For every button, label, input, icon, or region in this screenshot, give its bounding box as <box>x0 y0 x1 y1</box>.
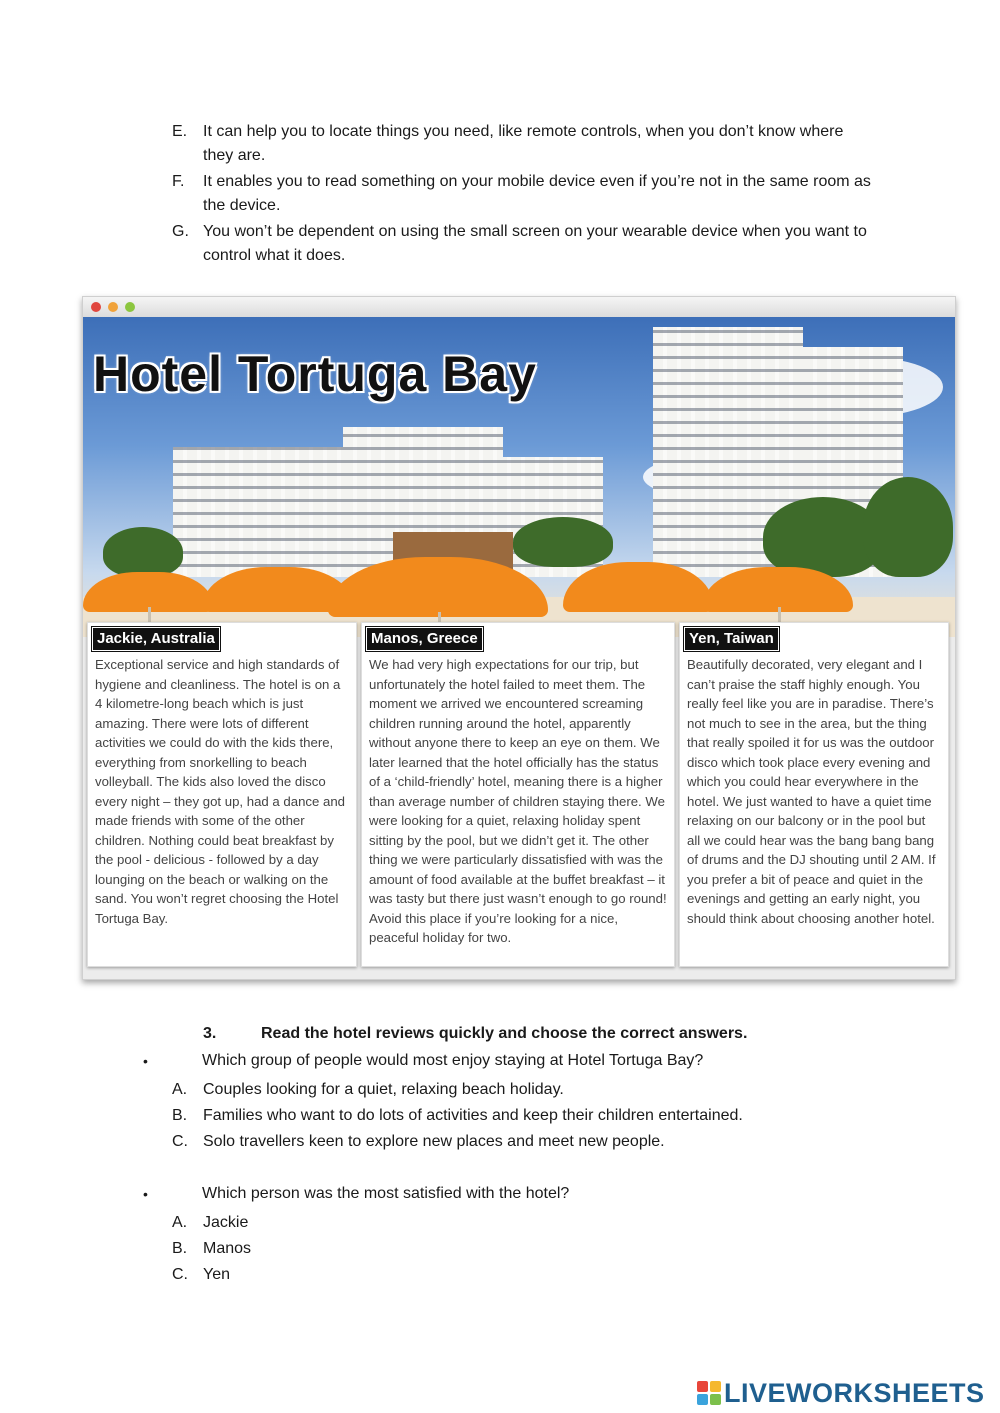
answer-option[interactable] <box>172 1211 872 1235</box>
logo-square <box>710 1394 721 1405</box>
option-f <box>172 170 872 218</box>
option-letter: C. <box>172 1133 188 1150</box>
answer-option[interactable] <box>172 1237 872 1261</box>
task-instruction: Read the hotel reviews quickly and choose the correct answers. <box>261 1025 748 1042</box>
review-card-manos <box>361 622 675 967</box>
option-text: It can help you to locate things you need, like remote controls, when you don’t know where they are. <box>203 123 844 164</box>
question-2-options <box>172 1211 872 1289</box>
question-1-options <box>172 1078 872 1156</box>
answer-option[interactable] <box>172 1104 872 1128</box>
option-text: Yen <box>203 1266 230 1283</box>
reviewer-name: Yen, Taiwan <box>684 627 779 651</box>
browser-titlebar <box>83 297 955 317</box>
bullet-icon: • <box>143 1186 148 1202</box>
option-text: It enables you to read something on your mobile device even if you’re not in the same room as the device. <box>203 173 871 214</box>
option-text: Manos <box>203 1240 252 1257</box>
bullet-icon: • <box>143 1053 148 1069</box>
question-text: Which person was the most satisfied with the hotel? <box>202 1185 570 1202</box>
close-dot-icon <box>91 302 101 312</box>
option-text: Jackie <box>203 1214 249 1231</box>
liveworksheets-logo[interactable] <box>697 1378 985 1408</box>
option-letter: A. <box>172 1214 188 1231</box>
building-shape <box>173 447 363 577</box>
option-text: Families who want to do lots of activities and keep their children entertained. <box>203 1107 743 1124</box>
reviewer-name: Manos, Greece <box>366 627 483 651</box>
hotel-hero-image <box>83 317 955 637</box>
option-letter: B. <box>172 1107 188 1124</box>
option-text: You won’t be dependent on using the small screen on your wearable device when you want to control what it does. <box>203 223 867 264</box>
palm-shape <box>103 527 183 577</box>
option-text: Solo travellers keen to explore new places and meet new people. <box>203 1133 665 1150</box>
reviews-section <box>87 622 949 967</box>
option-letter: F. <box>172 173 185 190</box>
option-letter: E. <box>172 123 188 140</box>
maximize-dot-icon <box>125 302 135 312</box>
hotel-title: Hotel Tortuga Bay <box>93 346 537 402</box>
option-text: Couples looking for a quiet, relaxing beach holiday. <box>203 1081 564 1098</box>
question-text: Which group of people would most enjoy staying at Hotel Tortuga Bay? <box>202 1052 704 1069</box>
review-card-yen <box>679 622 949 967</box>
option-letter: C. <box>172 1266 188 1283</box>
logo-square <box>697 1381 708 1392</box>
question-1 <box>143 1052 703 1070</box>
review-text: We had very high expectations for our trip, but unfortunately the hotel failed to meet them. The moment we arrived we encountered screaming children running around the hotel, apparently without anyone there to keep an eye on them. We later learned that the hotel officially has the status of a ‘child-friendly’ hotel, meaning there is a higher than average number of children staying there. We were looking for a quiet, relaxing holiday spent sitting by the pool, but we didn’t get it. The other thing we were particularly dissatisfied with was the amount of food available at the buffet breakfast – it was tasty but there just wasn’t enough to go round! Avoid this place if you’re looking for a nice, peaceful holiday for two. <box>369 657 667 945</box>
question-2 <box>143 1185 569 1203</box>
answer-option[interactable] <box>172 1263 872 1287</box>
top-options-list <box>172 120 872 270</box>
hotel-browser-figure <box>82 296 956 980</box>
reviewer-name: Jackie, Australia <box>92 627 220 651</box>
palm-shape <box>513 517 613 567</box>
palm-shape <box>863 477 953 577</box>
review-text: Exceptional service and high standards of hygiene and cleanliness. The hotel is on a 4 kilometre-long beach which is just amazing. There were lots of different activities we could do with the kids there, everything from snorkelling to beach volleyball. The kids also loved the disco every night – they got up, had a dance and made friends with some of the other children. Nothing could beat breakfast by the pool - delicious - followed by a day lounging on the beach or walking on the sand. You won’t regret choosing the Hotel Tortuga Bay. <box>95 657 346 926</box>
option-e <box>172 120 872 168</box>
review-text: Beautifully decorated, very elegant and I can’t praise the staff highly enough. You really feel like you are in paradise. There’s not much to see in the area, but the thing that really spoiled it for us was the outdoor disco which took place every evening and which you could hear everywhere in the hotel. We just wanted to have a quiet time relaxing on our balcony or in the pool but all we could hear was the bang bang bang of drums and the DJ shouting until 2 AM. If you prefer a bit of peace and quiet in the evenings and getting an early night, you should think about choosing another hotel. <box>687 657 936 926</box>
task-heading <box>203 1025 747 1043</box>
answer-option[interactable] <box>172 1130 872 1154</box>
logo-square <box>697 1394 708 1405</box>
umbrella-shape <box>83 572 213 612</box>
option-g <box>172 220 872 268</box>
option-letter: B. <box>172 1240 188 1257</box>
task-number: 3. <box>203 1025 217 1042</box>
logo-text: LIVEWORKSHEETS <box>724 1377 985 1408</box>
logo-square <box>710 1381 721 1392</box>
minimize-dot-icon <box>108 302 118 312</box>
review-card-jackie <box>87 622 357 967</box>
answer-option[interactable] <box>172 1078 872 1102</box>
option-letter: G. <box>172 223 189 240</box>
logo-mark-icon <box>697 1381 721 1405</box>
option-letter: A. <box>172 1081 188 1098</box>
